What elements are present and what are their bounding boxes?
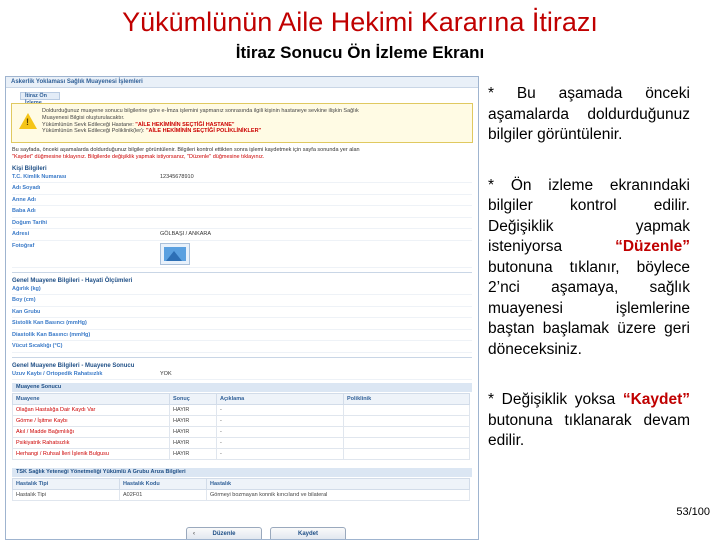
person-row: T.C. Kimlik Numarası 12345678910 bbox=[12, 172, 472, 184]
person-row: Doğum Tarihi bbox=[12, 218, 472, 230]
chevron-left-icon: ‹ bbox=[193, 531, 195, 537]
exam-table bbox=[12, 393, 470, 460]
vitals-row: Vücut Sıcaklığı (°C) bbox=[12, 341, 472, 353]
vitals-row: Kan Grubu bbox=[12, 307, 472, 319]
screen-header: Askerlik Yoklaması Sağlık Muayenesi İşlemleri bbox=[6, 77, 478, 88]
col-header: Poliklinik bbox=[344, 394, 470, 405]
warning-line: Yükümlünün Sevk Edileceği Hastane: "AİLE HEKİMİNİN SEÇTİĞİ HASTANE" bbox=[42, 121, 235, 128]
notes-panel bbox=[488, 84, 690, 482]
page-number: 53/100 bbox=[676, 506, 710, 518]
tsk-table bbox=[12, 478, 470, 501]
exam-table-title: Muayene Sonucu bbox=[12, 383, 472, 392]
vitals-section-title: Genel Muayene Bilgileri - Hayati Ölçümleri bbox=[12, 277, 133, 284]
note-2: * Ön izleme ekranındaki bilgiler kontrol edilir. Değişiklik yapmak isteniyorsa “Düzenle” butonuna tıklanır, böylece 2’nci aşamaya, sağlık muayenesi işlemlerine baştan başlamak üzere geri döneceksiniz. bbox=[488, 176, 690, 358]
divider bbox=[12, 357, 472, 358]
warning-line: Muayenesi Bilgisi oluşturulacaktır. bbox=[42, 114, 125, 121]
col-header: Sonuç bbox=[170, 394, 217, 405]
col-header: Hastalık Kodu bbox=[120, 479, 207, 490]
warning-line: Yükümlünün Sevk Edileceği Poliklinik(ler): "AİLE HEKİMİNİN SEÇTİĞİ POLİKLİNİKLER" bbox=[42, 128, 262, 135]
result-row: Uzuv Kaybı / Ortopedik Rahatsızlık YOK bbox=[12, 369, 472, 381]
photo-placeholder-icon bbox=[160, 243, 190, 265]
tsk-table-title: TSK Sağlık Yeteneği Yönetmeliği Yükümlü A Grubu Arıza Bilgileri bbox=[12, 468, 472, 477]
result-section-title: Genel Muayene Bilgileri - Muayene Sonucu bbox=[12, 362, 135, 369]
table-row: Psikiyatrik Rahatsızlık HAYIR - bbox=[13, 438, 470, 449]
tab-preview[interactable]: İtiraz Ön bbox=[20, 92, 60, 100]
info-text bbox=[12, 147, 472, 161]
person-row: Adresi GÖLBAŞI / ANKARA bbox=[12, 229, 472, 241]
warning-box bbox=[11, 103, 473, 143]
warning-line: Doldurduğunuz muayene sonucu bilgilerine göre e-İmza işlemini yapmanız sonrasında ilgili kişinin hastaneye sevkine ilişkin Sağlık bbox=[42, 108, 359, 114]
warning-text bbox=[42, 108, 466, 135]
vitals-row: Sistolik Kan Basıncı (mmHg) bbox=[12, 318, 472, 330]
table-row: Akıl / Madde Bağımlılığı HAYIR - bbox=[13, 427, 470, 438]
person-row: Baba Adı bbox=[12, 206, 472, 218]
vitals-row: Boy (cm) bbox=[12, 295, 472, 307]
note-1: * Bu aşamada önceki aşamalarda doldurduğunuz bilgiler görüntülenir. bbox=[488, 85, 690, 143]
vitals-row: Ağırlık (kg) bbox=[12, 284, 472, 296]
slide-title: Yükümlünün Aile Hekimi Kararına İtirazı bbox=[122, 7, 598, 37]
table-header-row bbox=[13, 394, 470, 405]
col-header: Hastalık Tipi bbox=[13, 479, 120, 490]
col-header: Muayene bbox=[13, 394, 170, 405]
slide-subtitle: İtiraz Sonucu Ön İzleme Ekranı bbox=[235, 43, 485, 62]
note-3: * Değişiklik yoksa “Kaydet” butonuna tıklanarak devam edilir. bbox=[488, 391, 690, 449]
table-row: Herhangi / Ruhsal İleri İşlenik Bulgusu HAYIR - bbox=[13, 449, 470, 460]
table-header-row bbox=[13, 479, 470, 490]
table-row: Olağan Hastalığa Dair Kaydı Var HAYIR - bbox=[13, 405, 470, 416]
person-section-title: Kişi Bilgileri bbox=[12, 165, 47, 172]
save-button[interactable]: Kaydet bbox=[270, 527, 346, 540]
table-row: Hastalık Tipi A02F01 Görmeyi bozmayan konnik kırıcılarıd ve bilateral bbox=[13, 490, 470, 501]
info-line: "Kaydet" düğmesine tıklayınız. Bilgilerde değişiklik yapmak istiyorsanız, "Düzenle" düğmesine tıklayınız. bbox=[12, 153, 265, 160]
info-line: Bu sayfada, önceki aşamalarda doldurduğunuz bilgiler görüntülenir. Bilgileri kontrol ettikten sonra işlemi kaydetmek için sayfa sonunda yer alan bbox=[12, 147, 360, 153]
warning-icon: ! bbox=[19, 113, 37, 129]
edit-button[interactable]: ‹ Düzenle bbox=[186, 527, 262, 540]
person-row: Adı Soyadı bbox=[12, 183, 472, 195]
photo-row: Fotoğraf bbox=[12, 241, 472, 268]
divider bbox=[12, 272, 472, 273]
person-row: Anne Adı bbox=[12, 195, 472, 207]
embedded-screenshot bbox=[5, 76, 479, 540]
table-row: Görme / İşitme Kaybı HAYIR - bbox=[13, 416, 470, 427]
vitals-row: Diastolik Kan Basıncı (mmHg) bbox=[12, 330, 472, 342]
col-header: Hastalık bbox=[207, 479, 470, 490]
col-header: Açıklama bbox=[217, 394, 344, 405]
